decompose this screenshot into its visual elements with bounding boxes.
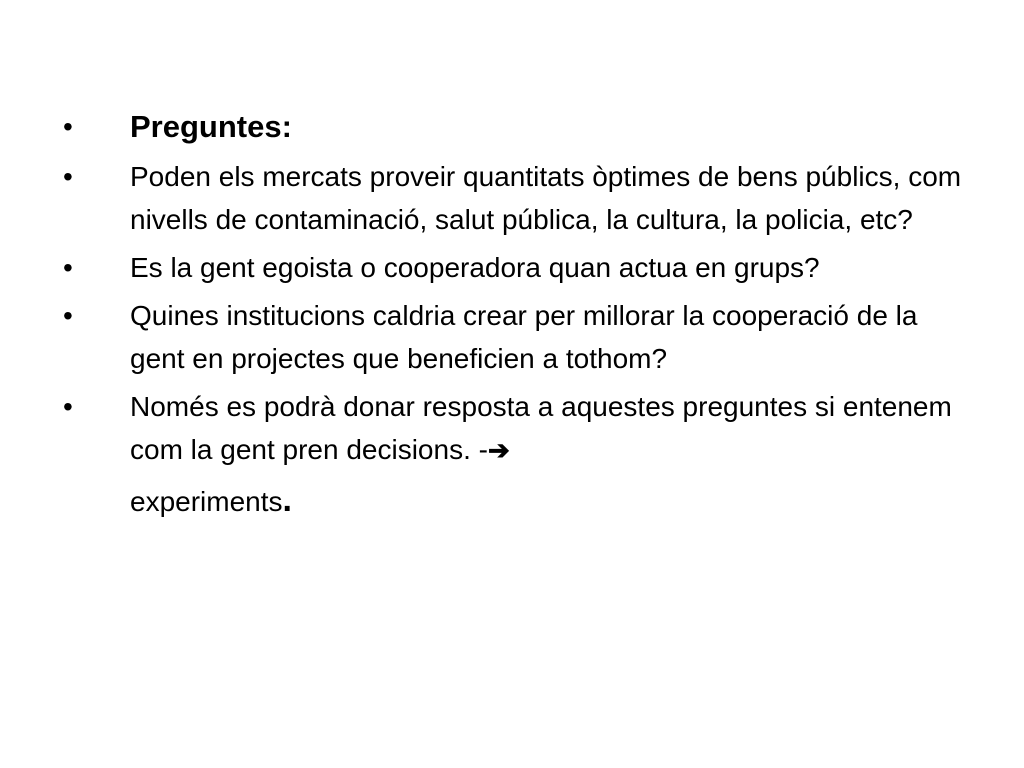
bullet-list	[0, 104, 1024, 528]
bullet-dot: •	[63, 391, 73, 422]
bullet-item-heading	[0, 104, 1024, 150]
bullet-text: Es la gent egoista o cooperadora quan actua en grups?	[130, 252, 820, 283]
bullet-dot: •	[63, 300, 73, 331]
final-word: experiments	[130, 486, 283, 517]
bullet-dot: •	[63, 161, 73, 192]
bullet-text: Quines institucions caldria crear per millorar la cooperació de la gent en projectes que beneficien a tothom?	[130, 300, 918, 374]
slide-heading: Preguntes:	[130, 109, 292, 144]
bullet-dot: •	[63, 252, 73, 283]
bullet-item-experiments	[0, 385, 1024, 523]
last-item-text: Només es podrà donar resposta a aquestes preguntes si entenem com la gent pren decisions. -	[130, 391, 952, 465]
final-period: .	[282, 481, 292, 519]
bullet-item-public-goods	[0, 155, 1024, 241]
arrow-right-icon: ➔	[487, 435, 510, 465]
bullet-dot: •	[63, 111, 73, 142]
bullet-item-institutions	[0, 294, 1024, 380]
bullet-item-selfish-or-cooperative	[0, 246, 1024, 289]
final-word-wrapper	[130, 479, 292, 523]
bullet-text: Poden els mercats proveir quantitats òptimes de bens públics, com nivells de contaminació, salut pública, la cultura, la policia, etc?	[130, 161, 962, 235]
bullet-text-last	[130, 385, 970, 523]
